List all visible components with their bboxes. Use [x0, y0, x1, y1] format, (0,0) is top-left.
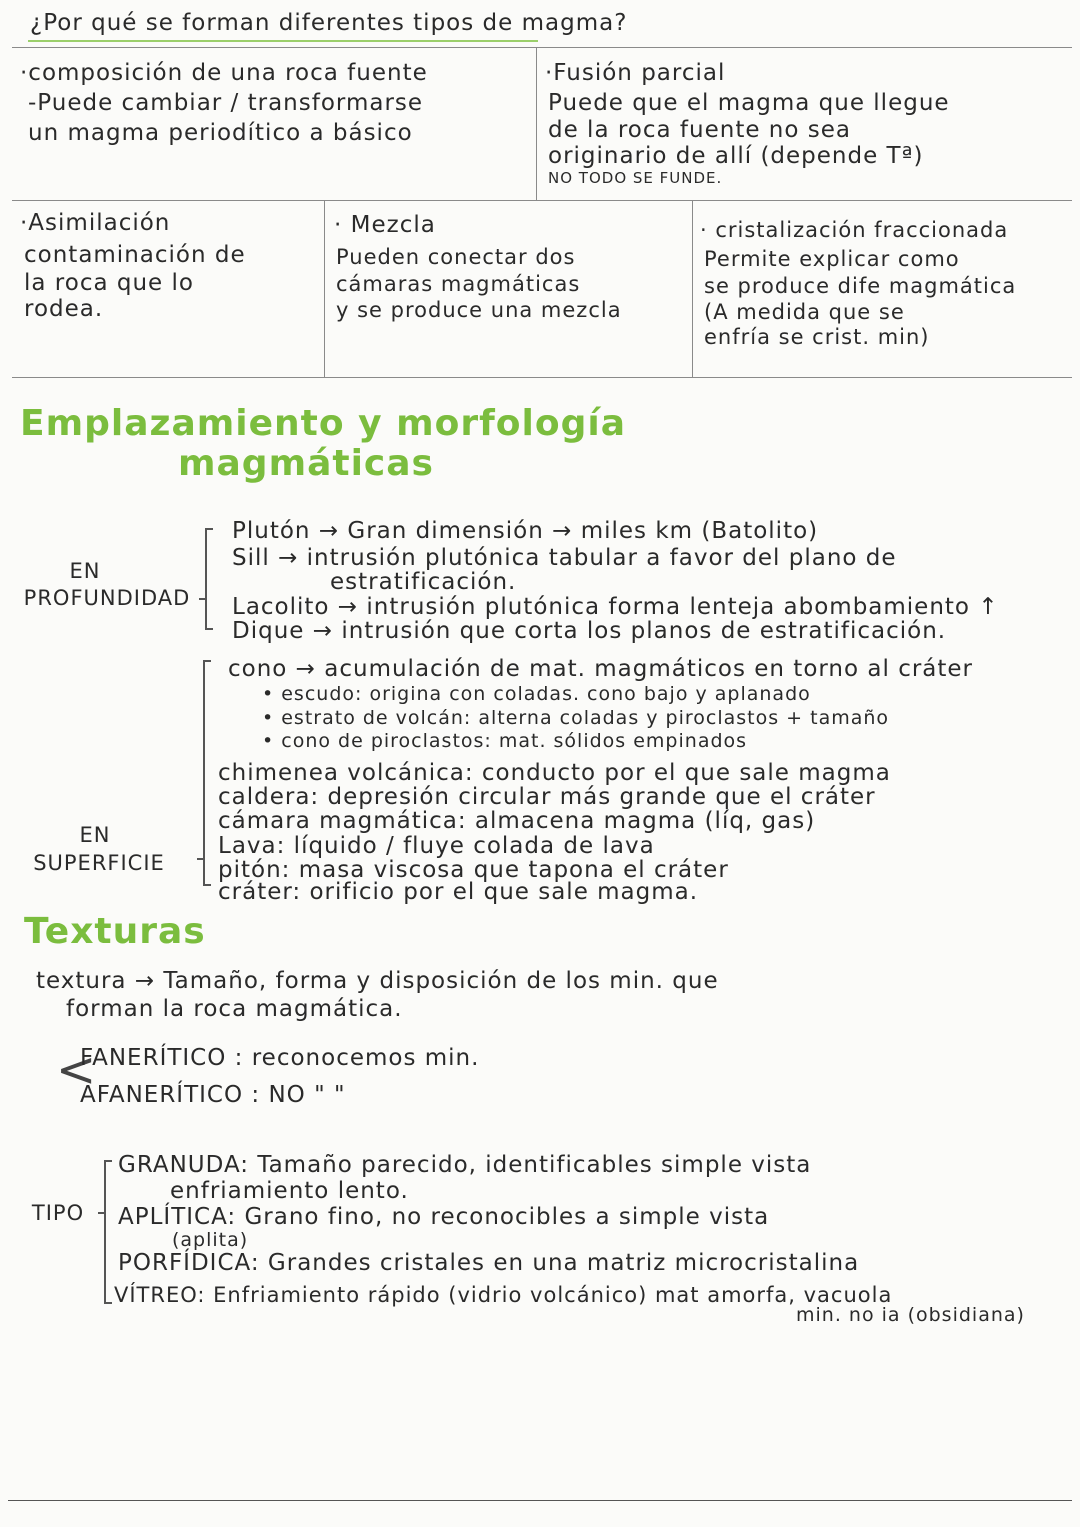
faneritico-text: FANERÍTICO : reconocemos min. [80, 1045, 480, 1071]
mezcla-line-3: y se produce una mezcla [336, 298, 622, 322]
tipo-granuda-cont: enfriamiento lento. [170, 1178, 409, 1204]
tipo-granuda: GRANUDA: Tamaño parecido, identificables simple vista [118, 1152, 812, 1178]
superficie-label-2: SUPERFICIE [33, 851, 165, 875]
cristalizacion-title: · cristalización fraccionada [700, 218, 1009, 242]
tipo-brace [104, 1160, 106, 1304]
afaneritico-text: AFANERÍTICO : NO " " [80, 1082, 346, 1108]
table-mid-border [12, 200, 1072, 201]
profundidad-label-1: EN [69, 559, 101, 583]
cristalizacion-line-2: se produce dife magmática [704, 274, 1017, 298]
fusion-line-2: de la roca fuente no sea [548, 117, 851, 143]
superficie-cono-piroclastos: • cono de piroclastos: mat. sólidos empinados [262, 730, 748, 752]
superficie-lava: Lava: líquido / fluye colada de lava [218, 833, 655, 859]
superficie-caldera: caldera: depresión circular más grande que el cráter [218, 784, 876, 810]
tipo-brace-tick [98, 1212, 106, 1214]
tipo-vitreo: VÍTREO: Enfriamiento rápido (vidrio volcánico) mat amorfa, vacuola [114, 1283, 893, 1307]
magma-question: ¿Por qué se forman diferentes tipos de magma? [30, 10, 628, 36]
texturas-title: Texturas [24, 911, 206, 952]
profundidad-label-2: PROFUNDIDAD [23, 586, 191, 610]
emplazamiento-title-1: Emplazamiento y morfología [20, 403, 626, 444]
profundidad-item-3: Lacolito → intrusión plutónica forma lenteja abombamiento ↑ [232, 594, 999, 620]
asimilacion-line-2: la roca que lo [24, 270, 194, 296]
mezcla-line-2: cámaras magmáticas [336, 272, 581, 296]
superficie-brace [203, 660, 205, 886]
table-divider-left [324, 200, 325, 378]
superficie-label-1: EN [79, 823, 111, 847]
cristalizacion-line-1: Permite explicar como [704, 247, 960, 271]
table-bottom-border [12, 377, 1072, 378]
superficie-piton: pitón: masa viscosa que tapona el cráter [218, 857, 729, 883]
texturas-def-1: textura → Tamaño, forma y disposición de los min. que [36, 968, 719, 994]
fusion-title: ·Fusión parcial [545, 60, 726, 86]
superficie-camara: cámara magmática: almacena magma (líq, gas) [218, 808, 816, 834]
asimilacion-line-1: contaminación de [24, 242, 246, 268]
table-divider-right [692, 200, 693, 378]
fusion-line-1: Puede que el magma que llegue [548, 90, 950, 116]
question-underline [28, 40, 538, 42]
cristalizacion-line-4: enfría se crist. min) [704, 325, 930, 349]
tipo-aplitica: APLÍTICA: Grano fino, no reconocibles a simple vista [118, 1204, 770, 1230]
composicion-line-1: -Puede cambiar / transformarse [28, 90, 424, 116]
fusion-note: NO TODO SE FUNDE. [548, 169, 723, 187]
superficie-crater: cráter: orificio por el que sale magma. [218, 879, 699, 905]
profundidad-item-2: Sill → intrusión plutónica tabular a favor del plano de [232, 545, 897, 571]
superficie-cono: cono → acumulación de mat. magmáticos en torno al cráter [228, 656, 974, 682]
table-top-border [12, 47, 1072, 48]
asimilacion-title: ·Asimilación [20, 210, 171, 236]
profundidad-item-2-cont: estratificación. [330, 569, 517, 595]
fusion-line-3: originario de allí (depende Tª) [548, 143, 924, 169]
profundidad-item-1: Plutón → Gran dimensión → miles km (Batolito) [232, 518, 819, 544]
superficie-cono-estrato: • estrato de volcán: alterna coladas y piroclastos + tamaño [262, 707, 890, 729]
mezcla-title: · Mezcla [334, 212, 436, 238]
composicion-title: ·composición de una roca fuente [20, 60, 428, 86]
tipo-label: TIPO [31, 1201, 85, 1225]
tipo-vitreo-cont: min. no ia (obsidiana) [796, 1304, 1025, 1326]
profundidad-brace-tick [199, 598, 207, 600]
emplazamiento-title-2: magmáticas [178, 443, 434, 484]
profundidad-brace [205, 528, 207, 630]
profundidad-item-4: Dique → intrusión que corta los planos de estratificación. [232, 618, 947, 644]
superficie-brace-tick [197, 858, 205, 860]
superficie-chimenea: chimenea volcánica: conducto por el que sale magma [218, 760, 891, 786]
texturas-def-2: forman la roca magmática. [66, 996, 403, 1022]
cristalizacion-line-3: (A medida que se [704, 300, 905, 324]
composicion-line-2: un magma periodítico a básico [28, 120, 413, 146]
superficie-cono-escudo: • escudo: origina con coladas. cono bajo y aplanado [262, 683, 811, 705]
tipo-aplitica-cont: (aplita) [172, 1229, 249, 1251]
table-divider-top [536, 47, 537, 201]
asimilacion-line-3: rodea. [24, 296, 104, 322]
mezcla-line-1: Pueden conectar dos [336, 245, 576, 269]
faneritico-bracket-icon: < [56, 1042, 97, 1098]
tipo-porfidica: PORFÍDICA: Grandes cristales en una matriz microcristalina [118, 1250, 860, 1276]
page-bottom-rule [8, 1500, 1072, 1501]
